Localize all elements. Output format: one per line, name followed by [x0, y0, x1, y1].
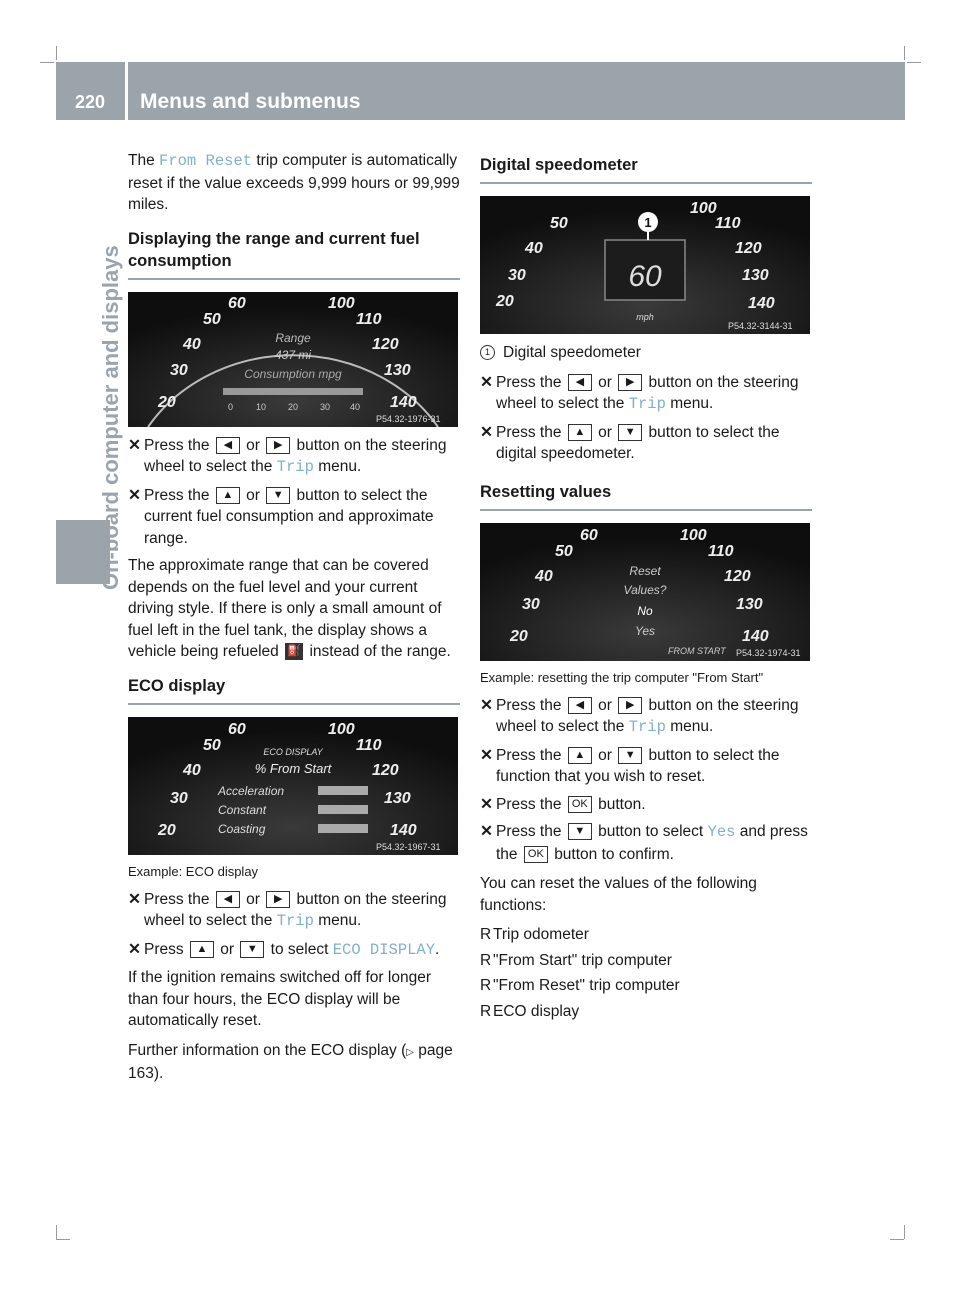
- crop-mark-top-left-v: [56, 46, 57, 60]
- gauge-number: 130: [736, 595, 763, 613]
- refuel-vehicle-icon: ⛽: [285, 643, 303, 660]
- eco-subtitle: % From Start: [254, 760, 332, 776]
- gauge-number: 120: [724, 567, 751, 585]
- step-arrow-icon: ✕: [128, 940, 141, 958]
- range-value: 437 mi: [274, 347, 312, 362]
- left-column: [128, 150, 460, 1093]
- left-key-icon: ◀: [568, 374, 592, 391]
- range-heading: Displaying the range and current fuel consumption: [128, 229, 420, 270]
- crop-mark-bottom-left-h: [56, 1239, 70, 1240]
- gauge-number: 50: [555, 542, 573, 560]
- step-arrow-icon: ✕: [480, 696, 493, 714]
- step-arrow-icon: ✕: [128, 890, 141, 908]
- gauge-number: 60: [228, 294, 246, 312]
- ok-key-icon: OK: [568, 796, 592, 813]
- up-key-icon: ▲: [190, 941, 214, 958]
- gauge-number: 110: [356, 736, 382, 754]
- instruction-step: ✕ Press the ▼ button to select Yes and press the OK button to confirm.: [480, 823, 808, 863]
- gauge-number: 50: [203, 310, 221, 328]
- step-arrow-icon: ✕: [128, 436, 141, 454]
- trip-menu-label: Trip: [628, 718, 666, 736]
- gauge-number: 40: [183, 761, 201, 779]
- gauge-number: 30: [170, 361, 188, 379]
- left-key-icon: ◀: [568, 697, 592, 714]
- instruction-step: ✕ Press the ◀ or ▶ button on the steering wheel to select the Trip menu.: [480, 696, 799, 736]
- eco-paragraph: If the ignition remains switched off for longer than four hours, the ECO display will be automatically reset.: [128, 969, 431, 1029]
- instruction-step: ✕ Press the ◀ or ▶ button on the steering wheel to select the Trip menu.: [480, 373, 799, 413]
- reset-option-yes: Yes: [634, 623, 656, 638]
- range-display-image: [128, 292, 458, 427]
- eco-row-label: Acceleration: [218, 783, 285, 798]
- eco-title: ECO DISPLAY: [263, 746, 323, 757]
- gauge-number: 40: [525, 240, 543, 257]
- gauge-number: 20: [510, 627, 528, 645]
- instruction-step: ✕ Press the ▲ or ▼ button to select the digital speedometer.: [480, 423, 780, 462]
- reset-paragraph: You can reset the values of the following functions:: [480, 875, 757, 914]
- right-column: [480, 150, 812, 1026]
- step-arrow-icon: ✕: [128, 486, 141, 504]
- range-paragraph: The approximate range that can be covered depends on the fuel level and your current driving style. If there is only a small amount of fuel left in the fuel tank, the display shows a vehicle being refueled ⛽ instead of the range.: [128, 557, 451, 660]
- crop-mark-top-right-h: [907, 62, 921, 63]
- instruction-step: ✕ Press the OK button.: [480, 794, 812, 816]
- gauge-number: 20: [496, 293, 514, 310]
- gauge-number: 120: [372, 761, 399, 779]
- gauge-number: 60: [580, 526, 598, 544]
- image-ref: P54.32-1976-31: [376, 413, 441, 424]
- scale-tick: 20: [288, 401, 299, 412]
- scale-tick: 40: [350, 401, 361, 412]
- step-arrow-icon: ✕: [480, 373, 493, 391]
- reset-title: Reset: [629, 563, 661, 578]
- gauge-number: 110: [356, 310, 382, 328]
- chapter-title: Menus and submenus: [140, 90, 361, 113]
- speed-unit: mph: [636, 312, 654, 322]
- resetting-values-heading: Resetting values: [480, 482, 612, 501]
- page-ref-icon: ▷: [406, 1046, 414, 1058]
- list-item: R Trip odometer: [480, 924, 812, 946]
- gauge-number: 130: [384, 361, 411, 379]
- digital-caption: 1 Digital speedometer: [480, 342, 812, 364]
- gauge-number: 110: [715, 215, 741, 232]
- gauge-number: 120: [372, 335, 399, 353]
- down-key-icon: ▼: [240, 941, 264, 958]
- trip-menu-label: Trip: [276, 458, 314, 476]
- crop-mark-top-left-h: [40, 62, 54, 63]
- gauge-number: 100: [328, 720, 355, 738]
- right-key-icon: ▶: [618, 697, 642, 714]
- instruction-step: ✕ Press the ◀ or ▶ button on the steering wheel to select the Trip menu.: [128, 436, 447, 476]
- instruction-step: ✕ Press the ▲ or ▼ button to select the current fuel consumption and approximate range.: [128, 486, 434, 547]
- trip-menu-label: Trip: [276, 912, 314, 930]
- gauge-number: 20: [158, 821, 176, 839]
- gauge-number: 130: [742, 267, 769, 284]
- eco-row-label: Constant: [218, 802, 267, 817]
- list-item: R ECO display: [480, 1001, 812, 1023]
- crop-mark-bottom-right-h: [890, 1239, 904, 1240]
- bullet-dot-icon: R: [480, 951, 492, 969]
- intro-text: The: [128, 152, 155, 169]
- ok-key-icon: OK: [524, 846, 548, 863]
- heading-rule: [128, 703, 460, 705]
- eco-heading: ECO display: [128, 676, 226, 695]
- page-number: 220: [74, 92, 106, 112]
- scale-tick: 0: [228, 401, 234, 412]
- gauge-number: 30: [522, 595, 540, 613]
- gauge-number: 110: [708, 542, 734, 560]
- step-arrow-icon: ✕: [480, 423, 493, 441]
- header-divider: [125, 62, 128, 120]
- step-arrow-icon: ✕: [480, 746, 493, 764]
- up-key-icon: ▲: [568, 747, 592, 764]
- eco-reference-paragraph: Further information on the ECO display (▷ page 163).: [128, 1041, 453, 1082]
- reset-option-no: No: [637, 603, 653, 618]
- reset-question: Values?: [623, 582, 667, 597]
- side-section-label: On-board computer and displays: [98, 245, 123, 590]
- digital-speedometer-image: [480, 196, 810, 334]
- reset-footer: FROM START: [668, 645, 726, 656]
- step-arrow-icon: ✕: [480, 823, 493, 840]
- crop-mark-bottom-left-v: [56, 1225, 57, 1239]
- eco-display-image: [128, 717, 458, 855]
- gauge-number: 50: [203, 736, 221, 754]
- reset-caption: Example: resetting the trip computer "From Start": [480, 669, 764, 685]
- step-arrow-icon: ✕: [480, 795, 493, 813]
- consumption-label: Consumption mpg: [244, 366, 342, 381]
- instruction-step: ✕ Press the ◀ or ▶ button on the steering wheel to select the Trip menu.: [128, 890, 447, 930]
- gauge-number: 50: [550, 215, 568, 232]
- gauge-number: 20: [158, 393, 176, 411]
- gauge-number: 30: [170, 789, 188, 807]
- gauge-number: 100: [328, 294, 355, 312]
- eco-caption: Example: ECO display: [128, 863, 259, 879]
- intro-paragraph: [128, 150, 460, 216]
- right-key-icon: ▶: [266, 437, 290, 454]
- gauge-number: 100: [690, 200, 717, 217]
- down-key-icon: ▼: [618, 747, 642, 764]
- reset-display-image: [480, 523, 810, 661]
- digital-speed-value: 60: [628, 260, 662, 293]
- from-reset-label: From Reset: [159, 152, 253, 170]
- list-item: R "From Start" trip computer: [480, 950, 812, 972]
- callout-number: 1: [644, 215, 652, 230]
- gauge-number: 140: [748, 295, 775, 312]
- gauge-number: 140: [742, 627, 769, 645]
- image-ref: P54.32-3144-31: [728, 321, 793, 331]
- gauge-number: 140: [390, 393, 417, 411]
- range-title: Range: [275, 330, 311, 345]
- trip-menu-label: Trip: [628, 395, 666, 413]
- gauge-number: 40: [535, 567, 553, 585]
- gauge-number: 120: [735, 240, 762, 257]
- heading-rule: [128, 278, 460, 280]
- crop-mark-bottom-right-v: [904, 1225, 905, 1239]
- gauge-number: 30: [508, 267, 526, 284]
- down-key-icon: ▼: [568, 823, 592, 840]
- gauge-number: 140: [390, 821, 417, 839]
- heading-rule: [480, 509, 812, 511]
- list-item: R "From Reset" trip computer: [480, 975, 812, 997]
- scale-tick: 30: [320, 401, 331, 412]
- bullet-dot-icon: R: [480, 1002, 492, 1020]
- up-key-icon: ▲: [216, 487, 240, 504]
- bullet-dot-icon: R: [480, 977, 492, 994]
- gauge-number: 100: [680, 526, 707, 544]
- intro-text-cont: trip computer is automatically reset if the value exceeds 9,999 hours or 99,999 miles.: [128, 152, 460, 213]
- eco-row-label: Coasting: [218, 821, 266, 836]
- left-key-icon: ◀: [216, 437, 240, 454]
- left-key-icon: ◀: [216, 891, 240, 908]
- right-key-icon: ▶: [618, 374, 642, 391]
- heading-rule: [480, 182, 812, 184]
- bullet-dot-icon: R: [480, 926, 492, 943]
- crop-mark-top-right-v: [904, 46, 905, 60]
- yes-option-label: Yes: [707, 823, 736, 841]
- image-ref: P54.32-1974-31: [736, 647, 801, 658]
- callout-number-icon: 1: [480, 345, 495, 360]
- down-key-icon: ▼: [266, 487, 290, 504]
- up-key-icon: ▲: [568, 424, 592, 441]
- right-key-icon: ▶: [266, 891, 290, 908]
- image-ref: P54.32-1967-31: [376, 841, 441, 852]
- scale-tick: 10: [256, 401, 267, 412]
- instruction-step: ✕ Press ▲ or ▼ to select ECO DISPLAY.: [128, 940, 440, 959]
- gauge-number: 40: [183, 335, 201, 353]
- digital-speedometer-heading: Digital speedometer: [480, 156, 638, 174]
- gauge-number: 60: [228, 720, 246, 738]
- down-key-icon: ▼: [618, 424, 642, 441]
- gauge-number: 130: [384, 789, 411, 807]
- instruction-step: ✕ Press the ▲ or ▼ button to select the function that you wish to reset.: [480, 746, 780, 785]
- eco-display-label: ECO DISPLAY: [332, 940, 436, 959]
